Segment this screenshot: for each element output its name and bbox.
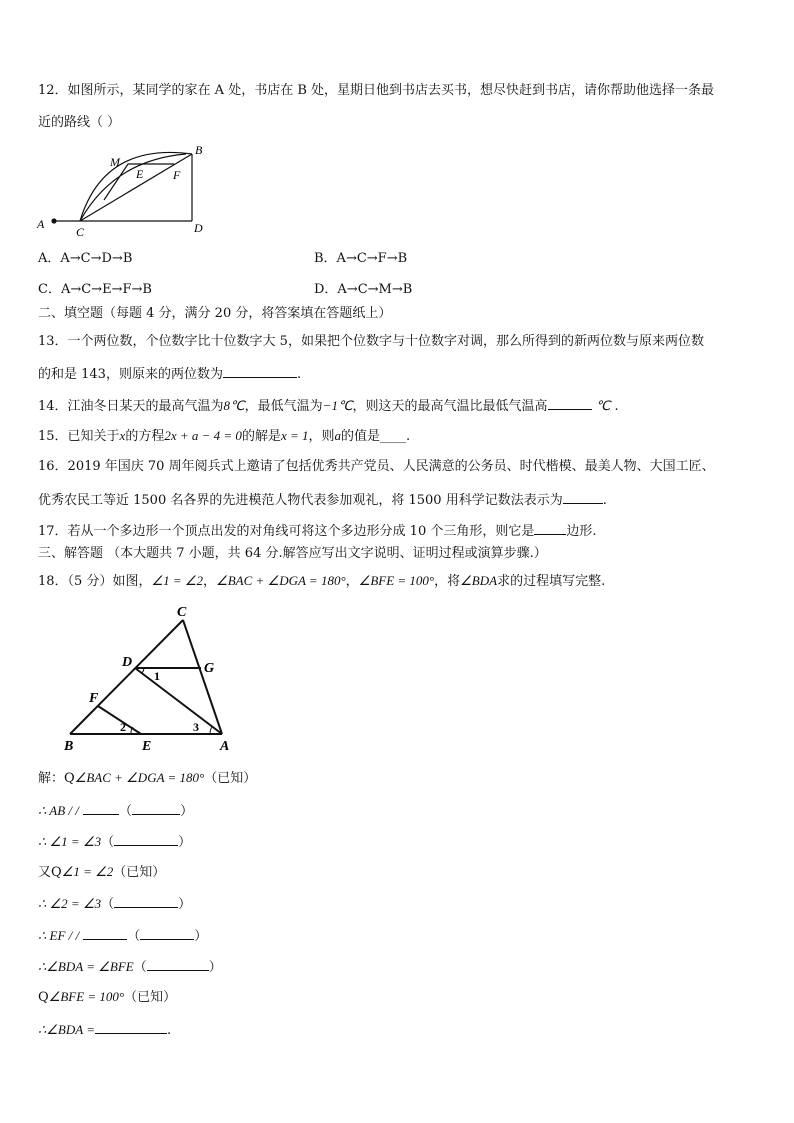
label-E: E	[142, 739, 152, 754]
angle-label-3: 3	[193, 720, 199, 734]
q14-high-temp: 8℃	[223, 398, 245, 413]
solution-2-reason-blank[interactable]	[132, 801, 180, 815]
q16-text-line1: 16．2019 年国庆 70 周年阅兵式上邀请了包括优秀共产党员、人民满意的公务员、时代楷模、最美人物、大国工匠、	[38, 459, 715, 474]
q17-text-a: 17．若从一个多边形一个顶点出发的对角线可将这个多边形分成 10 个三角形，则它是	[38, 524, 535, 539]
q15-text-e: 的值是____.	[341, 429, 411, 444]
q14-text	[38, 396, 619, 416]
label-F: F	[89, 691, 99, 706]
q18-target-angle: ∠BDA	[460, 573, 498, 588]
label-D: D	[122, 655, 133, 670]
q16-answer-blank[interactable]	[563, 490, 603, 504]
q17-text	[38, 521, 597, 541]
label-F: F	[173, 168, 181, 182]
solution-6-reason-blank[interactable]	[140, 926, 194, 940]
label-M: M	[110, 155, 120, 169]
solution-1-note: （已知）	[204, 771, 257, 786]
label-A: A	[37, 217, 45, 231]
q13-text-line2	[38, 364, 301, 384]
solution-1-prefix: 解：Q	[38, 771, 75, 786]
q16-text-line2	[38, 490, 607, 510]
solution-7-reason-blank[interactable]	[147, 957, 209, 971]
q12-option-a: A．A→C→D→B	[38, 251, 133, 266]
q15-text	[38, 427, 410, 446]
q15-var-a: a	[334, 428, 342, 443]
solution-3-reason-blank[interactable]	[114, 832, 178, 846]
q12-text-line2: 近的路线（ ）	[38, 115, 121, 130]
solution-line-4	[38, 863, 165, 882]
side-CA	[183, 620, 222, 734]
q18-text	[38, 572, 605, 591]
solution-line-8	[38, 988, 176, 1007]
label-A: A	[220, 739, 230, 754]
solution-line-5: ∴ ∠2 = ∠3（ ）	[38, 896, 192, 912]
q13-line2-end: .	[296, 367, 302, 382]
solution-line-9	[38, 1020, 171, 1040]
q14-text-b: ，最低气温为	[244, 399, 323, 414]
q16-line2-text: 优秀农民工等近 1500 名各界的先进模范人物代表参加观礼，将 1500 用科学记数法表示为	[38, 493, 563, 508]
label-G: G	[204, 661, 215, 676]
q15-text-c: 的解是	[241, 429, 281, 444]
q14-text-a: 14．江油冬日某天的最高气温为	[38, 399, 224, 414]
q13-answer-blank[interactable]	[223, 364, 297, 378]
q14-unit: ℃	[595, 398, 611, 413]
angle-3-arc	[210, 727, 212, 734]
q13-line2-text: 的和是 143，则原来的两位数为	[38, 367, 223, 382]
q15-solution: x = 1	[280, 428, 309, 443]
q16-line2-end: .	[602, 493, 607, 508]
solution-line-2: ∴ AB / / （ ）	[38, 803, 194, 819]
solution-1-math: ∠BAC + ∠DGA = 180°	[74, 770, 205, 785]
solution-4-math: ∠1 = ∠2	[61, 864, 114, 879]
q14-answer-blank[interactable]	[548, 396, 592, 410]
solution-line-7: ∴∠BDA = ∠BFE（ ）	[38, 959, 222, 975]
solution-8-math: ∠BFE = 100°	[48, 989, 125, 1004]
q15-text-b: 的方程	[125, 429, 165, 444]
point-A	[51, 218, 56, 223]
q18-text-a: 18．（5 分）如图，	[38, 574, 152, 589]
label-B: B	[64, 739, 74, 754]
side-BC	[70, 620, 183, 734]
solution-2-math: ∴ AB / /	[38, 803, 79, 818]
q17-text-b: 边形.	[566, 524, 597, 539]
solution-line-6: ∴ EF / / （ ）	[38, 928, 208, 944]
q12-route-figure	[34, 142, 214, 238]
q15-var-x: x	[119, 428, 126, 443]
label-C: C	[76, 225, 85, 238]
solution-line-3: ∴ ∠1 = ∠3（ ）	[38, 834, 192, 850]
q18-text-c: 求的过程填写完整.	[497, 574, 606, 589]
angle-label-2: 2	[120, 720, 126, 734]
q18-sep-1: ，	[203, 574, 217, 589]
label-B: B	[195, 143, 203, 157]
q18-triangle-figure	[56, 600, 246, 754]
solution-7-math: ∴∠BDA = ∠BFE	[38, 959, 134, 974]
solution-6-math: ∴ EF / /	[38, 928, 80, 943]
q12-option-c: C．A→C→E→F→B	[38, 282, 152, 297]
solution-2-blank[interactable]	[83, 801, 119, 815]
label-E: E	[136, 167, 144, 181]
q14-end: .	[614, 399, 619, 414]
solution-9-end: .	[166, 1023, 172, 1038]
q17-answer-blank[interactable]	[534, 521, 566, 535]
q18-text-b: ，将	[434, 574, 461, 589]
q15-text-d: ，则	[308, 429, 335, 444]
q18-condition-3: ∠BFE = 100°	[358, 573, 435, 588]
q12-option-d: D．A→C→M→B	[314, 282, 413, 297]
q18-sep-2: ，	[345, 574, 359, 589]
angle-label-1: 1	[154, 669, 160, 683]
q15-text-a: 15．已知关于	[38, 429, 120, 444]
solution-6-blank[interactable]	[83, 926, 127, 940]
q14-low-temp: −1℃	[322, 398, 353, 413]
solution-4-prefix: 又Q	[38, 865, 62, 880]
section-3-heading: 三、解答题 （本大题共 7 小题，共 64 分.解答应写出文字说明、证明过程或演算步骤.）	[38, 546, 547, 561]
q15-equation: 2x + a − 4 = 0	[164, 428, 242, 443]
q12-text-line1: 12．如图所示，某同学的家在 A 处，书店在 B 处，星期日他到书店去买书，想尽快赶到书店，请你帮助他选择一条最	[38, 83, 715, 98]
solution-9-math: ∴∠BDA =	[38, 1022, 95, 1037]
solution-3-math: ∴ ∠1 = ∠3	[38, 834, 102, 849]
solution-line-1	[38, 769, 256, 788]
section-2-heading: 二、填空题（每题 4 分，满分 20 分，将答案填在答题纸上）	[38, 306, 392, 321]
label-D: D	[194, 221, 203, 235]
solution-5-reason-blank[interactable]	[114, 894, 178, 908]
segment-DA	[135, 668, 222, 734]
q18-condition-2: ∠BAC + ∠DGA = 180°	[216, 573, 346, 588]
label-C: C	[177, 605, 187, 620]
solution-5-math: ∴ ∠2 = ∠3	[38, 896, 102, 911]
q12-option-b: B．A→C→F→B	[314, 251, 408, 266]
solution-8-prefix: Q	[38, 990, 49, 1005]
solution-9-answer-blank[interactable]	[95, 1020, 167, 1034]
q13-text-line1: 13．一个两位数，个位数字比十位数字大 5，如果把个位数字与十位数字对调，那么所得到的新两位数与原来两位数	[38, 334, 704, 349]
q14-text-c: ，则这天的最高气温比最低气温高	[352, 399, 548, 414]
q18-condition-1: ∠1 = ∠2	[151, 573, 204, 588]
solution-8-note: （已知）	[124, 990, 177, 1005]
solution-4-note: （已知）	[113, 865, 166, 880]
